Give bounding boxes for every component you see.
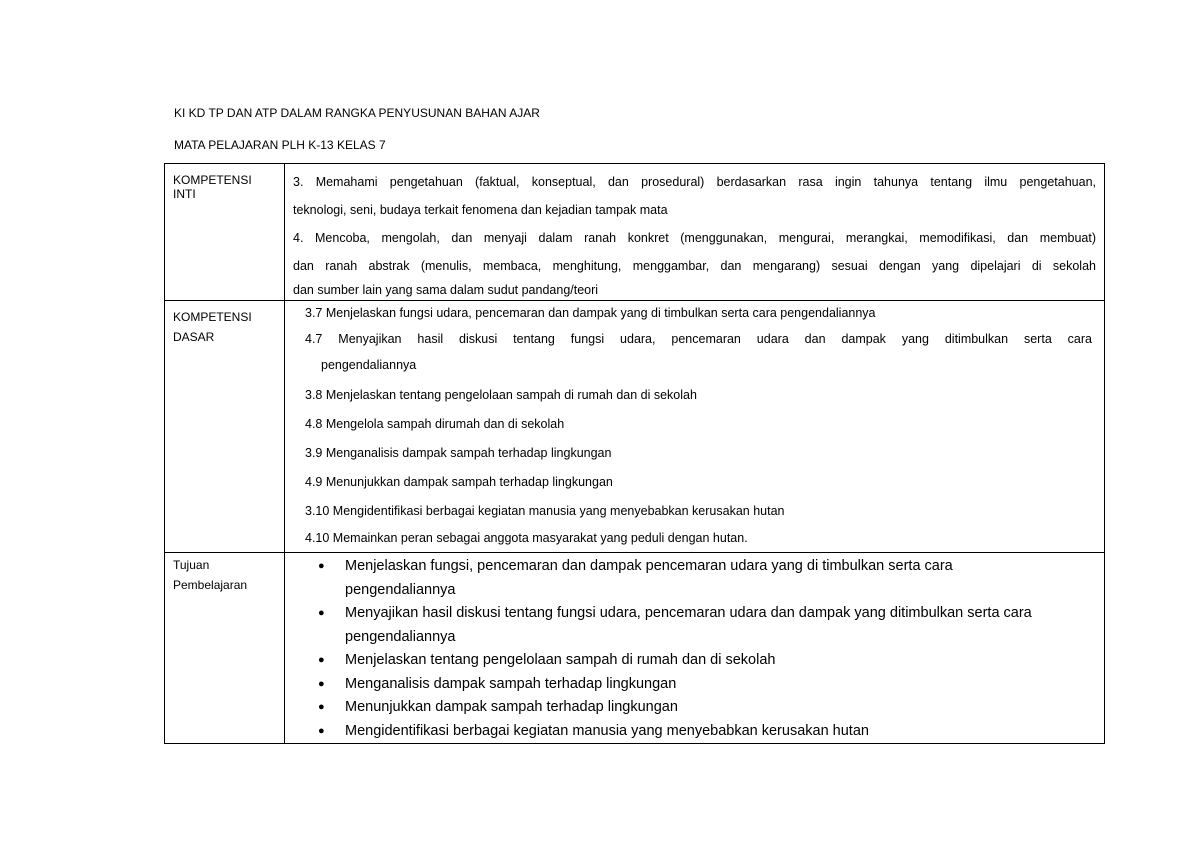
tujuan-pembelajaran-content (285, 553, 1105, 744)
label-line: Pembelajaran (173, 578, 248, 592)
list-item-text: Menganalisis dampak sampah terhadap lingkungan (345, 675, 677, 692)
label-line: KOMPETENSI (173, 173, 252, 187)
kompetensi-dasar-label (165, 301, 285, 553)
kd-item: 3.10 Mengidentifikasi berbagai kegiatan manusia yang menyebabkan kerusakan hutan (305, 504, 785, 518)
bullet-icon: ● (318, 654, 325, 666)
competency-table (164, 163, 1105, 744)
kd-item: 4.10 Memainkan peran sebagai anggota masyarakat yang peduli dengan hutan. (305, 531, 748, 545)
list-item (315, 696, 1096, 720)
bullet-icon: ● (318, 701, 325, 713)
label-line: INTI (173, 187, 196, 201)
kd-item: 3.8 Menjelaskan tentang pengelolaan sampah di rumah dan di sekolah (305, 388, 697, 402)
kd-item: 3.9 Menganalisis dampak sampah terhadap lingkungan (305, 446, 612, 460)
label-line: DASAR (173, 330, 215, 344)
list-item (315, 649, 1096, 673)
kd-item: 3.7 Menjelaskan fungsi udara, pencemaran dan dampak yang di timbulkan serta cara pengendaliannya (305, 306, 876, 320)
ki-line: dan ranah abstrak (menulis, membaca, menghitung, menggambar, dan mengarang) sesuai dengan yang dipelajari di sekolah (293, 259, 1096, 273)
bullet-icon: ● (318, 724, 325, 737)
document-subtitle: MATA PELAJARAN PLH K-13 KELAS 7 (174, 138, 386, 152)
ki-line: dan sumber lain yang sama dalam sudut pandang/teori (293, 283, 599, 297)
ki-line: 3. Memahami pengetahuan (faktual, konseptual, dan prosedural) berdasarkan rasa ingin tahunya tentang ilmu pengetahuan, (293, 175, 1096, 189)
list-item-text: Mengidentifikasi berbagai kegiatan manusia yang menyebabkan kerusakan hutan (345, 722, 869, 739)
bullet-icon: ● (318, 607, 325, 619)
list-item-text: Menjelaskan tentang pengelolaan sampah di rumah dan di sekolah (345, 652, 776, 668)
kd-item: 4.7 Menyajikan hasil diskusi tentang fungsi udara, pencemaran udara dan dampak yang ditimbulkan serta cara (305, 332, 1092, 346)
bullet-icon: ● (318, 560, 325, 572)
list-item (315, 555, 1096, 602)
tujuan-pembelajaran-label (165, 553, 285, 744)
table-row-tujuan-pembelajaran (165, 553, 1105, 744)
list-item-text: Menunjukkan dampak sampah terhadap lingkungan (345, 699, 678, 715)
table-row-kompetensi-dasar (165, 301, 1105, 553)
tujuan-list (285, 553, 1104, 743)
kompetensi-inti-content (285, 164, 1105, 301)
label-line: KOMPETENSI (173, 310, 252, 324)
ki-line: 4. Mencoba, mengolah, dan menyaji dalam ranah konkret (menggunakan, mengurai, merangkai, memodifikasi, dan membuat) (293, 231, 1096, 245)
list-item-text-cont: pengendaliannya (345, 628, 456, 645)
kompetensi-inti-label (165, 164, 285, 301)
list-item (315, 673, 1096, 697)
kd-item-continuation: pengendaliannya (321, 358, 417, 372)
list-item (315, 602, 1096, 649)
kd-item: 4.8 Mengelola sampah dirumah dan di sekolah (305, 417, 565, 431)
kd-item: 4.9 Menunjukkan dampak sampah terhadap lingkungan (305, 475, 613, 489)
list-item-text: Menjelaskan fungsi, pencemaran dan dampak pencemaran udara yang di timbulkan serta cara (345, 558, 953, 574)
list-item-text-cont: pengendaliannya (345, 581, 456, 598)
list-item-text: Menyajikan hasil diskusi tentang fungsi udara, pencemaran udara dan dampak yang ditimbulkan serta cara (345, 605, 1032, 621)
label-line: Tujuan (173, 558, 210, 572)
kompetensi-dasar-content (285, 301, 1105, 553)
bullet-icon: ● (318, 677, 325, 690)
ki-line: teknologi, seni, budaya terkait fenomena dan kejadian tampak mata (293, 203, 668, 217)
document-title: KI KD TP DAN ATP DALAM RANGKA PENYUSUNAN BAHAN AJAR (174, 106, 540, 120)
list-item (315, 720, 1096, 744)
table-row-kompetensi-inti (165, 164, 1105, 301)
